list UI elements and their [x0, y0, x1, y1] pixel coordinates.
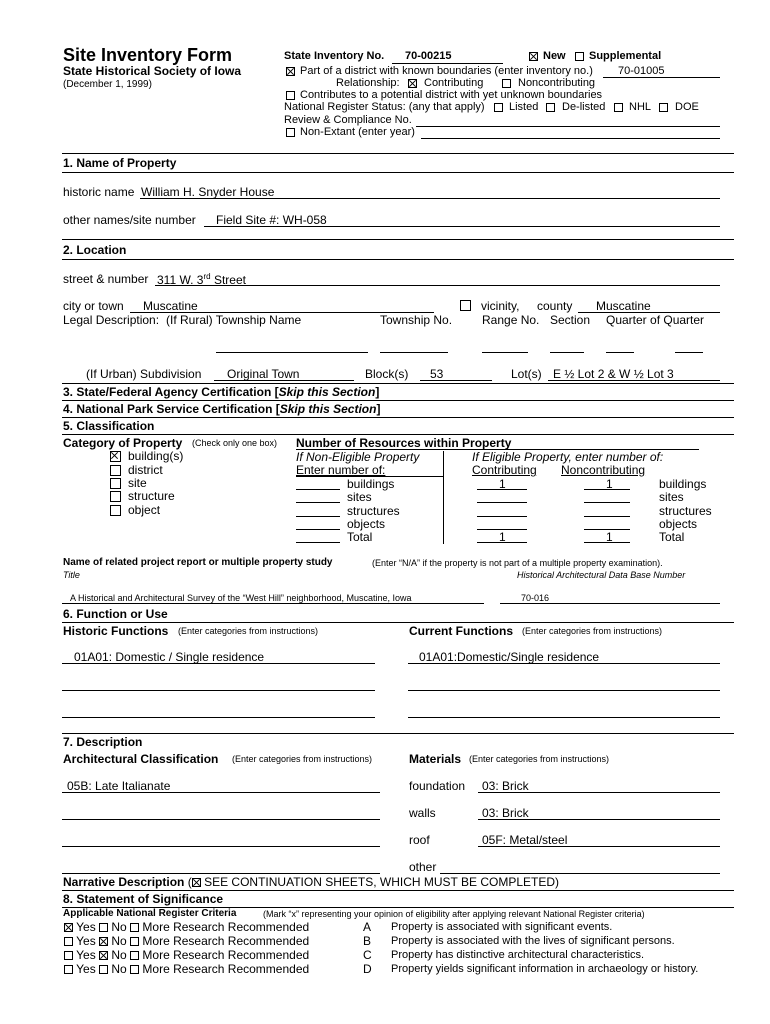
range-no-field[interactable] [482, 352, 528, 353]
criterion-c-more-label: More Research Recommended [142, 948, 310, 962]
listed-checkbox[interactable] [494, 103, 503, 112]
category-building-label: building(s) [128, 449, 184, 463]
category-site-label: site [128, 476, 147, 490]
criterion-b-no-checkbox[interactable] [99, 937, 108, 946]
el-buildings-label: buildings [659, 477, 707, 491]
arch-classification-label: Architectural Classification [63, 752, 219, 766]
potential-district-text: Contributes to a potential district with yet unknown boundaries [300, 89, 603, 101]
criterion-d-row [64, 963, 309, 975]
other-material-field[interactable] [440, 873, 720, 874]
criterion-c-no-label: No [111, 948, 127, 962]
criterion-b-letter: B [363, 934, 372, 948]
related-study-label: Name of related project report or multiple property study [63, 557, 333, 568]
ne-total-label: Total [347, 530, 373, 544]
contributing-total-value[interactable]: 1 [499, 530, 506, 544]
narrative-description: Narrative Description ( SEE CONTINUATION SHEETS, WHICH MUST BE COMPLETED) [63, 875, 559, 889]
org-name: State Historical Society of Iowa [63, 64, 242, 78]
township-no-label: Township No. [380, 313, 453, 327]
noncontributing-buildings-value[interactable]: 1 [606, 477, 613, 491]
other-material-label: other [409, 860, 437, 874]
criteria-note: (Mark “x” representing your opinion of eligibility after applying relevant National Register criteria) [263, 909, 645, 919]
criterion-d-more-checkbox[interactable] [130, 965, 139, 974]
noncontributing-structures-field[interactable] [584, 516, 630, 517]
historic-function-1[interactable]: 01A01: Domestic / Single residence [74, 650, 265, 664]
foundation-value[interactable]: 03: Brick [482, 779, 529, 793]
section-4-skip: Skip this Section [279, 402, 377, 416]
related-study-number[interactable]: 70-016 [521, 593, 550, 603]
nonextant-checkbox[interactable] [286, 128, 295, 137]
section-8-heading: 8. Statement of Significance [63, 892, 224, 906]
township-name-field[interactable] [216, 352, 368, 353]
relationship-label: Relationship: [336, 77, 400, 89]
noncontributing-label: Noncontributing [518, 77, 596, 89]
criterion-b-more-label: More Research Recommended [142, 934, 310, 948]
criterion-c-letter: C [363, 948, 372, 962]
category-label: Category of Property [63, 436, 183, 450]
county-value[interactable]: Muscatine [596, 299, 651, 313]
criterion-d-yes-checkbox[interactable] [64, 965, 73, 974]
non-eligible-buildings-field[interactable] [296, 489, 340, 490]
criterion-a-letter: A [363, 920, 372, 934]
non-eligible-structures-field[interactable] [296, 516, 340, 517]
doe-checkbox[interactable] [659, 103, 668, 112]
criterion-d-yes-label: Yes [76, 962, 96, 976]
arch-classification-3[interactable] [62, 846, 380, 847]
quarter-field[interactable] [606, 352, 634, 353]
el-total-label: Total [659, 530, 685, 544]
materials-note: (Enter categories from instructions) [469, 754, 610, 764]
legal-description-label: Legal Description: [63, 313, 160, 327]
walls-value[interactable]: 03: Brick [482, 806, 529, 820]
inventory-number[interactable]: 70-00215 [405, 50, 452, 62]
contributing-sites-field[interactable] [477, 502, 527, 503]
database-label: Historical Architectural Data Base Number [517, 570, 686, 580]
form-date: (December 1, 1999) [63, 79, 152, 90]
criterion-a-row [64, 921, 309, 933]
ne-structures-label: structures [347, 504, 400, 518]
non-eligible-sites-field[interactable] [296, 502, 340, 503]
criterion-a-no-label: No [111, 920, 127, 934]
criterion-a-more-label: More Research Recommended [142, 920, 310, 934]
walls-label: walls [409, 806, 436, 820]
non-eligible-objects-field[interactable] [296, 529, 340, 530]
section-4-heading [63, 403, 380, 415]
section-4-bracket: ] [376, 402, 381, 416]
blocks-value[interactable]: 53 [430, 367, 444, 381]
criterion-c-no-checkbox[interactable] [99, 951, 108, 960]
contributing-structures-field[interactable] [477, 516, 527, 517]
criterion-b-more-checkbox[interactable] [130, 937, 139, 946]
criterion-b-row [64, 935, 309, 947]
section-label: Section [550, 313, 591, 327]
narrative-text: SEE CONTINUATION SHEETS, WHICH MUST BE COMPLETED) [204, 875, 559, 889]
street-number-text: 311 W. 3 [157, 273, 204, 287]
historic-name-label: historic name [63, 185, 135, 199]
lots-value[interactable]: E ½ Lot 2 & W ½ Lot 3 [553, 367, 674, 381]
listed-label: Listed [509, 101, 539, 113]
doe-label: DOE [675, 101, 699, 113]
el-structures-label: structures [659, 504, 712, 518]
section-1-heading: 1. Name of Property [63, 156, 177, 170]
new-checkbox[interactable] [529, 52, 538, 61]
street-label: street & number [63, 272, 149, 286]
category-district-label: district [128, 463, 163, 477]
historic-functions-label: Historic Functions [63, 624, 169, 638]
nr-status-label: National Register Status: (any that apply) [284, 101, 485, 113]
criterion-d-text: Property yields significant information in archaeology or history. [391, 963, 699, 975]
arch-classification-note: (Enter categories from instructions) [232, 754, 373, 764]
criterion-c-yes-checkbox[interactable] [64, 951, 73, 960]
category-object-checkbox[interactable] [110, 505, 121, 516]
district-checkbox[interactable] [286, 67, 295, 76]
arch-classification-2[interactable] [62, 819, 380, 820]
street-name-text: Street [210, 273, 246, 287]
potential-district-checkbox[interactable] [286, 91, 295, 100]
noncontributing-col-label: Noncontributing [561, 463, 646, 477]
current-function-2[interactable] [408, 690, 720, 691]
title-label: Title [63, 570, 80, 580]
criterion-b-no-label: No [111, 934, 127, 948]
section-3-heading [63, 386, 379, 398]
ne-buildings-label: buildings [347, 477, 395, 491]
supplemental-label: Supplemental [589, 50, 662, 62]
review-label: Review & Compliance No. [284, 114, 412, 126]
district-number[interactable]: 70-01005 [618, 65, 665, 77]
category-building-checkbox[interactable] [110, 451, 121, 462]
criterion-a-text: Property is associated with significant events. [391, 921, 613, 933]
criterion-d-more-label: More Research Recommended [142, 962, 310, 976]
city-label: city or town [63, 299, 124, 313]
criterion-b-text: Property is associated with the lives of significant persons. [391, 935, 675, 947]
section-5-heading: 5. Classification [63, 419, 155, 433]
category-structure-label: structure [128, 489, 175, 503]
criterion-a-yes-checkbox[interactable] [64, 923, 73, 932]
criterion-b-yes-label: Yes [76, 934, 96, 948]
delisted-label: De-listed [562, 101, 606, 113]
criterion-c-row [64, 949, 309, 961]
ne-objects-label: objects [347, 517, 386, 531]
section-4-title: 4. National Park Service Certification [ [63, 402, 280, 416]
criterion-a-no-checkbox[interactable] [99, 923, 108, 932]
noncontributing-total-value[interactable]: 1 [606, 530, 613, 544]
current-functions-note: (Enter categories from instructions) [522, 626, 663, 636]
foundation-label: foundation [409, 779, 466, 793]
lots-label: Lot(s) [511, 367, 542, 381]
current-functions-label: Current Functions [409, 624, 513, 638]
roof-value[interactable]: 05F: Metal/steel [482, 833, 568, 847]
other-names-value[interactable]: Field Site #: WH-058 [216, 213, 327, 227]
materials-label: Materials [409, 752, 462, 766]
criterion-a-yes-label: Yes [76, 920, 96, 934]
contributing-label: Contributing [424, 77, 484, 89]
narrative-label: Narrative Description [63, 875, 185, 889]
criteria-label: Applicable National Register Criteria [63, 908, 237, 919]
category-note: (Check only one box) [192, 438, 278, 448]
criterion-d-no-label: No [111, 962, 127, 976]
arch-classification-4[interactable] [62, 873, 380, 874]
non-eligible-label: If Non-Eligible Property [296, 450, 420, 464]
criterion-a-more-checkbox[interactable] [130, 923, 139, 932]
section-7-heading: 7. Description [63, 735, 143, 749]
vicinity-label: vicinity, [481, 299, 520, 313]
non-eligible-total-field[interactable] [296, 542, 340, 543]
district-text: Part of a district with known boundaries (enter inventory no.) [300, 65, 593, 77]
related-study-note: (Enter “N/A” if the property is not part of a multiple property examination). [372, 558, 663, 568]
blocks-label: Block(s) [365, 367, 409, 381]
section-field[interactable] [550, 352, 584, 353]
arch-classification-value[interactable]: 05B: Late Italianate [67, 779, 171, 793]
historic-name-value[interactable]: William H. Snyder House [141, 185, 275, 199]
quarter-of-quarter-field[interactable] [675, 352, 703, 353]
current-function-1[interactable]: 01A01:Domestic/Single residence [419, 650, 600, 664]
eligible-label: If Eligible Property, enter number of: [472, 450, 664, 464]
narrative-checkbox[interactable] [192, 878, 201, 887]
criterion-c-text: Property has distinctive architectural characteristics. [391, 949, 645, 961]
enter-number-label: Enter number of: [296, 463, 386, 477]
contributing-col-label: Contributing [472, 463, 537, 477]
other-names-label: other names/site number [63, 213, 196, 227]
city-value[interactable]: Muscatine [143, 299, 198, 313]
roof-label: roof [409, 833, 430, 847]
range-no-label: Range No. [482, 313, 540, 327]
nhl-checkbox[interactable] [614, 103, 623, 112]
historic-function-3[interactable] [62, 717, 375, 718]
current-function-3[interactable] [408, 717, 720, 718]
urban-subdivision-label: (If Urban) Subdivision [86, 367, 202, 381]
category-site-checkbox[interactable] [110, 478, 121, 489]
township-no-field[interactable] [380, 352, 448, 353]
new-label: New [543, 50, 566, 62]
criterion-c-more-checkbox[interactable] [130, 951, 139, 960]
supplemental-checkbox[interactable] [575, 52, 584, 61]
vicinity-checkbox[interactable] [460, 300, 471, 311]
subdivision-value[interactable]: Original Town [227, 367, 300, 381]
section-2-heading: 2. Location [63, 243, 127, 257]
quarter-label: Quarter of Quarter [606, 313, 705, 327]
category-object-label: object [128, 503, 161, 517]
delisted-checkbox[interactable] [546, 103, 555, 112]
section-6-heading: 6. Function or Use [63, 607, 168, 621]
criterion-c-yes-label: Yes [76, 948, 96, 962]
historic-function-2[interactable] [62, 690, 375, 691]
nonextant-label: Non-Extant (enter year) [300, 126, 415, 138]
form-title: Site Inventory Form [63, 45, 233, 65]
rural-township-label: (If Rural) Township Name [166, 313, 302, 327]
contributing-checkbox[interactable] [408, 79, 417, 88]
criterion-b-yes-checkbox[interactable] [64, 937, 73, 946]
related-study-title[interactable]: A Historical and Architectural Survey of the “West Hill” neighborhood, Muscatine, Iowa [70, 593, 412, 603]
el-sites-label: sites [659, 490, 684, 504]
nhl-label: NHL [629, 101, 652, 113]
contributing-buildings-value[interactable]: 1 [499, 477, 506, 491]
section-3-skip: Skip this Section [278, 385, 376, 399]
section-3-title: 3. State/Federal Agency Certification [ [63, 385, 279, 399]
category-district-checkbox[interactable] [110, 465, 121, 476]
noncontributing-sites-field[interactable] [584, 502, 630, 503]
historic-functions-note: (Enter categories from instructions) [178, 626, 319, 636]
criterion-d-no-checkbox[interactable] [99, 965, 108, 974]
section-3-bracket: ] [375, 385, 380, 399]
category-structure-checkbox[interactable] [110, 491, 121, 502]
county-label: county [537, 299, 573, 313]
inventory-label: State Inventory No. [284, 50, 385, 62]
el-objects-label: objects [659, 517, 698, 531]
resources-label: Number of Resources within Property [296, 436, 512, 450]
criterion-d-letter: D [363, 962, 372, 976]
street-superscript: rd [203, 272, 211, 281]
noncontributing-checkbox[interactable] [502, 79, 511, 88]
ne-sites-label: sites [347, 490, 372, 504]
